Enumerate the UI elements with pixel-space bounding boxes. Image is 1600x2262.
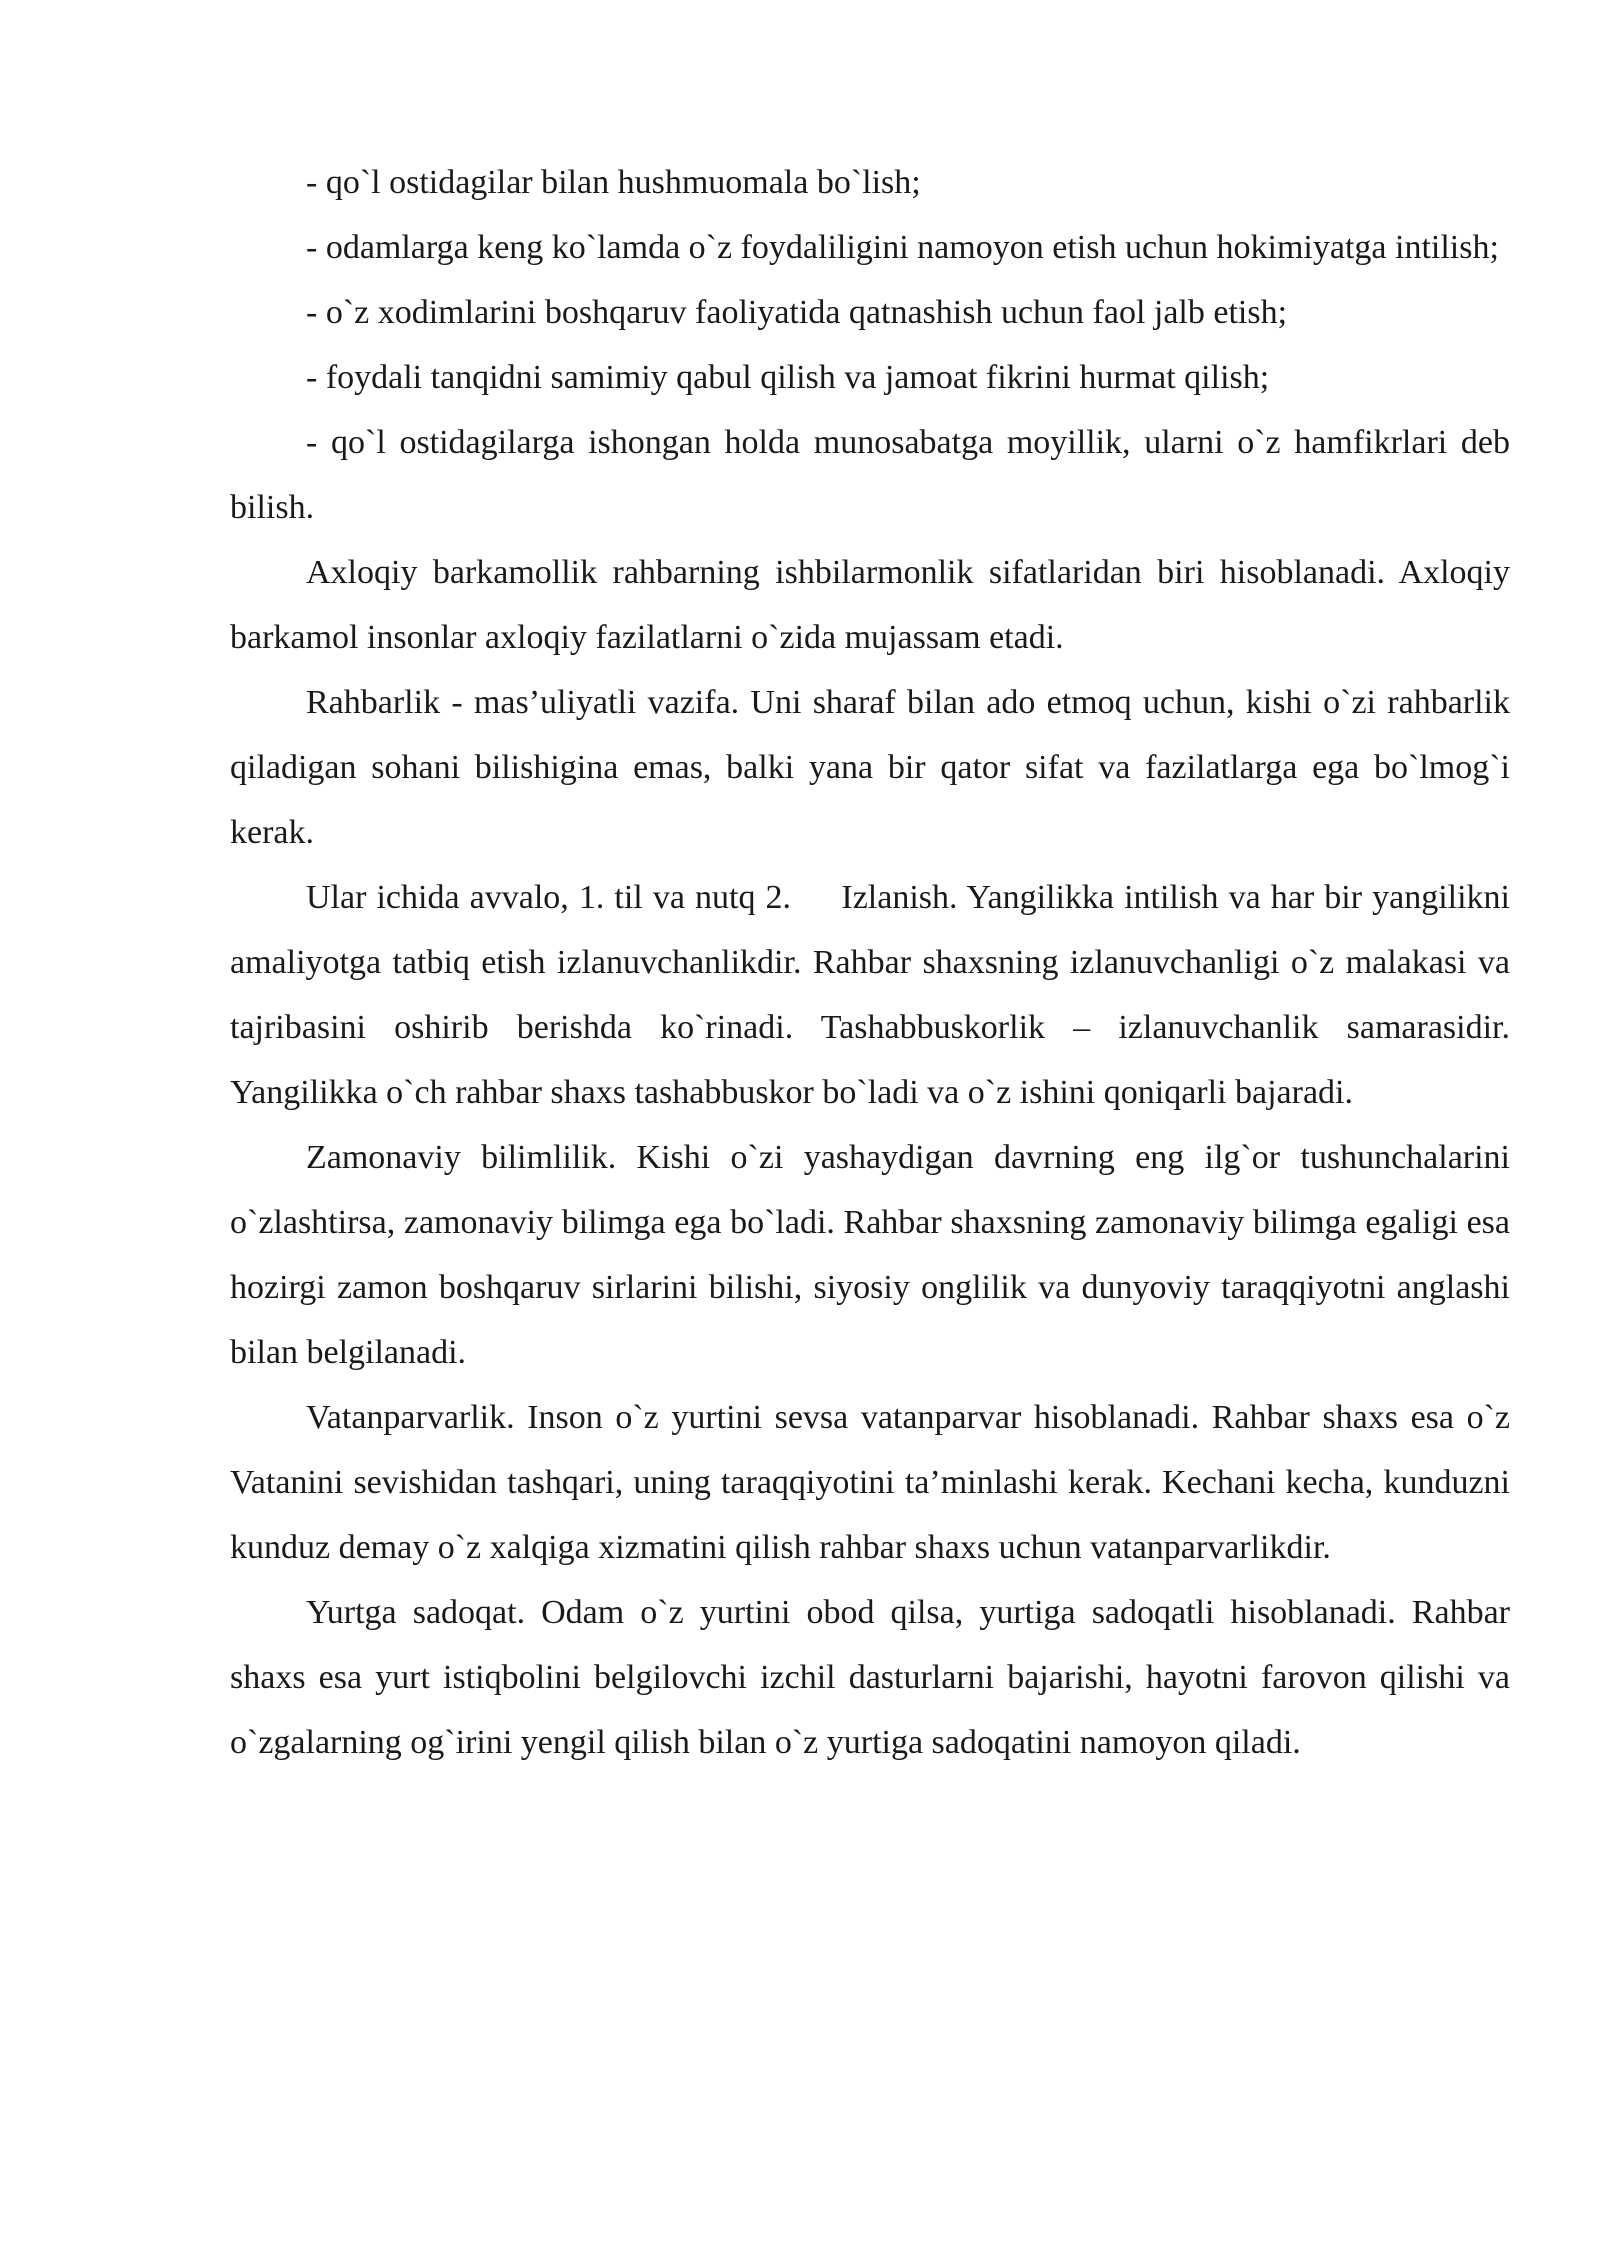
bullet-trust-subordinates: - qo`l ostidagilarga ishongan holda munosabatga moyillik, ularni o`z hamfikrlari deb bilish. <box>230 424 1510 526</box>
bullet-strive-power: - odamlarga keng ko`lamda o`z foydaliligini namoyon etish uchun hokimiyatga intilish; <box>306 229 1499 266</box>
paragraph-leadership: Rahbarlik - mas’uliyatli vazifa. Uni sharaf bilan ado etmoq uchun, kishi o`zi rahbarlik qiladigan sohani bilishigina emas, balki yana bir qator sifat va fazilatlarga ega bo`lmog`i kerak. <box>230 684 1510 851</box>
paragraph-inquisitiveness: Ular ichida avvalo, 1. til va nutq 2. Izlanish. Yangilikka intilish va har bir yangilikni amaliyotga tatbiq etish izlanuvchanlikdir. Rahbar shaxsning izlanuvchanligi o`z malakasi va tajribasini oshirib berishda ko`rinadi. Tashabbuskorlik – izlanuvchanlik samarasidir. Yangilikka o`ch rahbar shaxs tashabbuskor bo`ladi va o`z ishini qoniqarli bajaradi. <box>230 879 1519 1111</box>
bullet-involve-staff: - o`z xodimlarini boshqaruv faoliyatida qatnashish uchun faol jalb etish; <box>306 294 1288 331</box>
paragraph-modern-knowledge: Zamonaviy bilimlilik. Kishi o`zi yashaydigan davrning eng ilg`or tushunchalarini o`zlashtirsa, zamonaviy bilimga ega bo`ladi. Rahbar shaxsning zamonaviy bilimga egaligi esa hozirgi zamon boshqaruv sirlarini bilishi, siyosiy onglilik va dunyoviy taraqqiyotni anglashi bilan belgilanadi. <box>230 1139 1510 1371</box>
paragraph-patriotism: Vatanparvarlik. Inson o`z yurtini sevsa vatanparvar hisoblanadi. Rahbar shaxs esa o`z Vatanini sevishidan tashqari, uning taraqqiyotini ta’minlashi kerak. Kechani kecha, kunduzni kunduz demay o`z xalqiga xizmatini qilish rahbar shaxs uchun vatanparvarlikdir. <box>230 1399 1510 1566</box>
bullet-courteous: - qo`l ostidagilar bilan hushmuomala bo`lish; <box>306 164 921 201</box>
document-page <box>230 150 1519 1775</box>
paragraph-moral-perfection: Axloqiy barkamollik rahbarning ishbilarmonlik sifatlaridan biri hisoblanadi. Axloqiy barkamol insonlar axloqiy fazilatlarni o`zida mujassam etadi. <box>230 554 1510 656</box>
paragraph-loyalty: Yurtga sadoqat. Odam o`z yurtini obod qilsa, yurtiga sadoqatli hisoblanadi. Rahbar shaxs esa yurt istiqbolini belgilovchi izchil dasturlarni bajarishi, hayotni farovon qilishi va o`zgalarning og`irini yengil qilish bilan o`z yurtiga sadoqatini namoyon qiladi. <box>230 1594 1510 1761</box>
bullet-accept-criticism: - foydali tanqidni samimiy qabul qilish va jamoat fikrini hurmat qilish; <box>306 359 1270 396</box>
